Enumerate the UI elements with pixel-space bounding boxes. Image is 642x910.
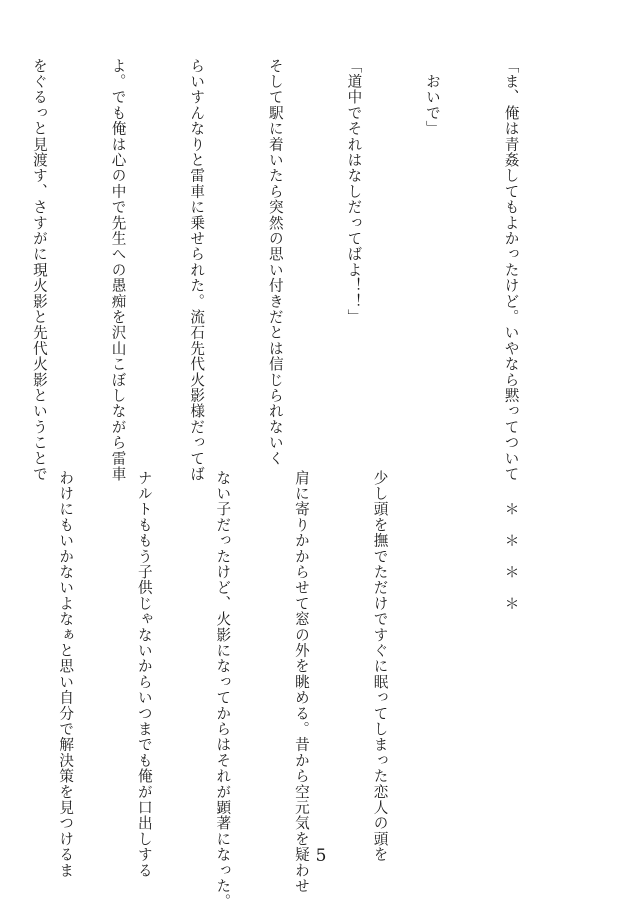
section-break: ＊ ＊ ＊ ＊ [502,470,520,612]
text-line: 肩に寄りかからせて窓の外を眺める。昔から空元気を疑わせ [292,470,310,894]
text-line: そして駅に着いたら突然の思い付きだとは信じられないく [266,58,284,467]
page-number: 5 [315,846,327,866]
upper-text-block [0,58,576,482]
text-line: おいで」 [423,58,441,137]
text-line: をぐるっと見渡す、さすがに現火影と先代火影ということで [30,58,48,482]
text-line: よ。でも俺は心の中で先生への愚痴を沢山こぼしながら雷車 [109,58,127,482]
text-line: ない子だったけど、火影になってからはそれが顕著になった。 [214,470,232,910]
text-line: 「ま、俺は青姦してもよかったけど。いやなら黙ってついて [502,58,520,482]
text-line: 少し頭を撫でただけですぐに眠ってしまった恋人の頭を [371,470,389,863]
text-line: らいすんなりと雷車に乗せられた。流石先代火影様だってば [188,58,206,482]
text-line: ナルトももう子供じゃないからいつまでも俺が口出しする [135,470,153,879]
text-line: 「道中でそれはなしだってばよ！！」 [345,58,363,325]
lower-text-block [0,470,576,910]
text-line: わけにもいかないよなぁと思い自分で解決策を見つけるま [57,470,75,879]
